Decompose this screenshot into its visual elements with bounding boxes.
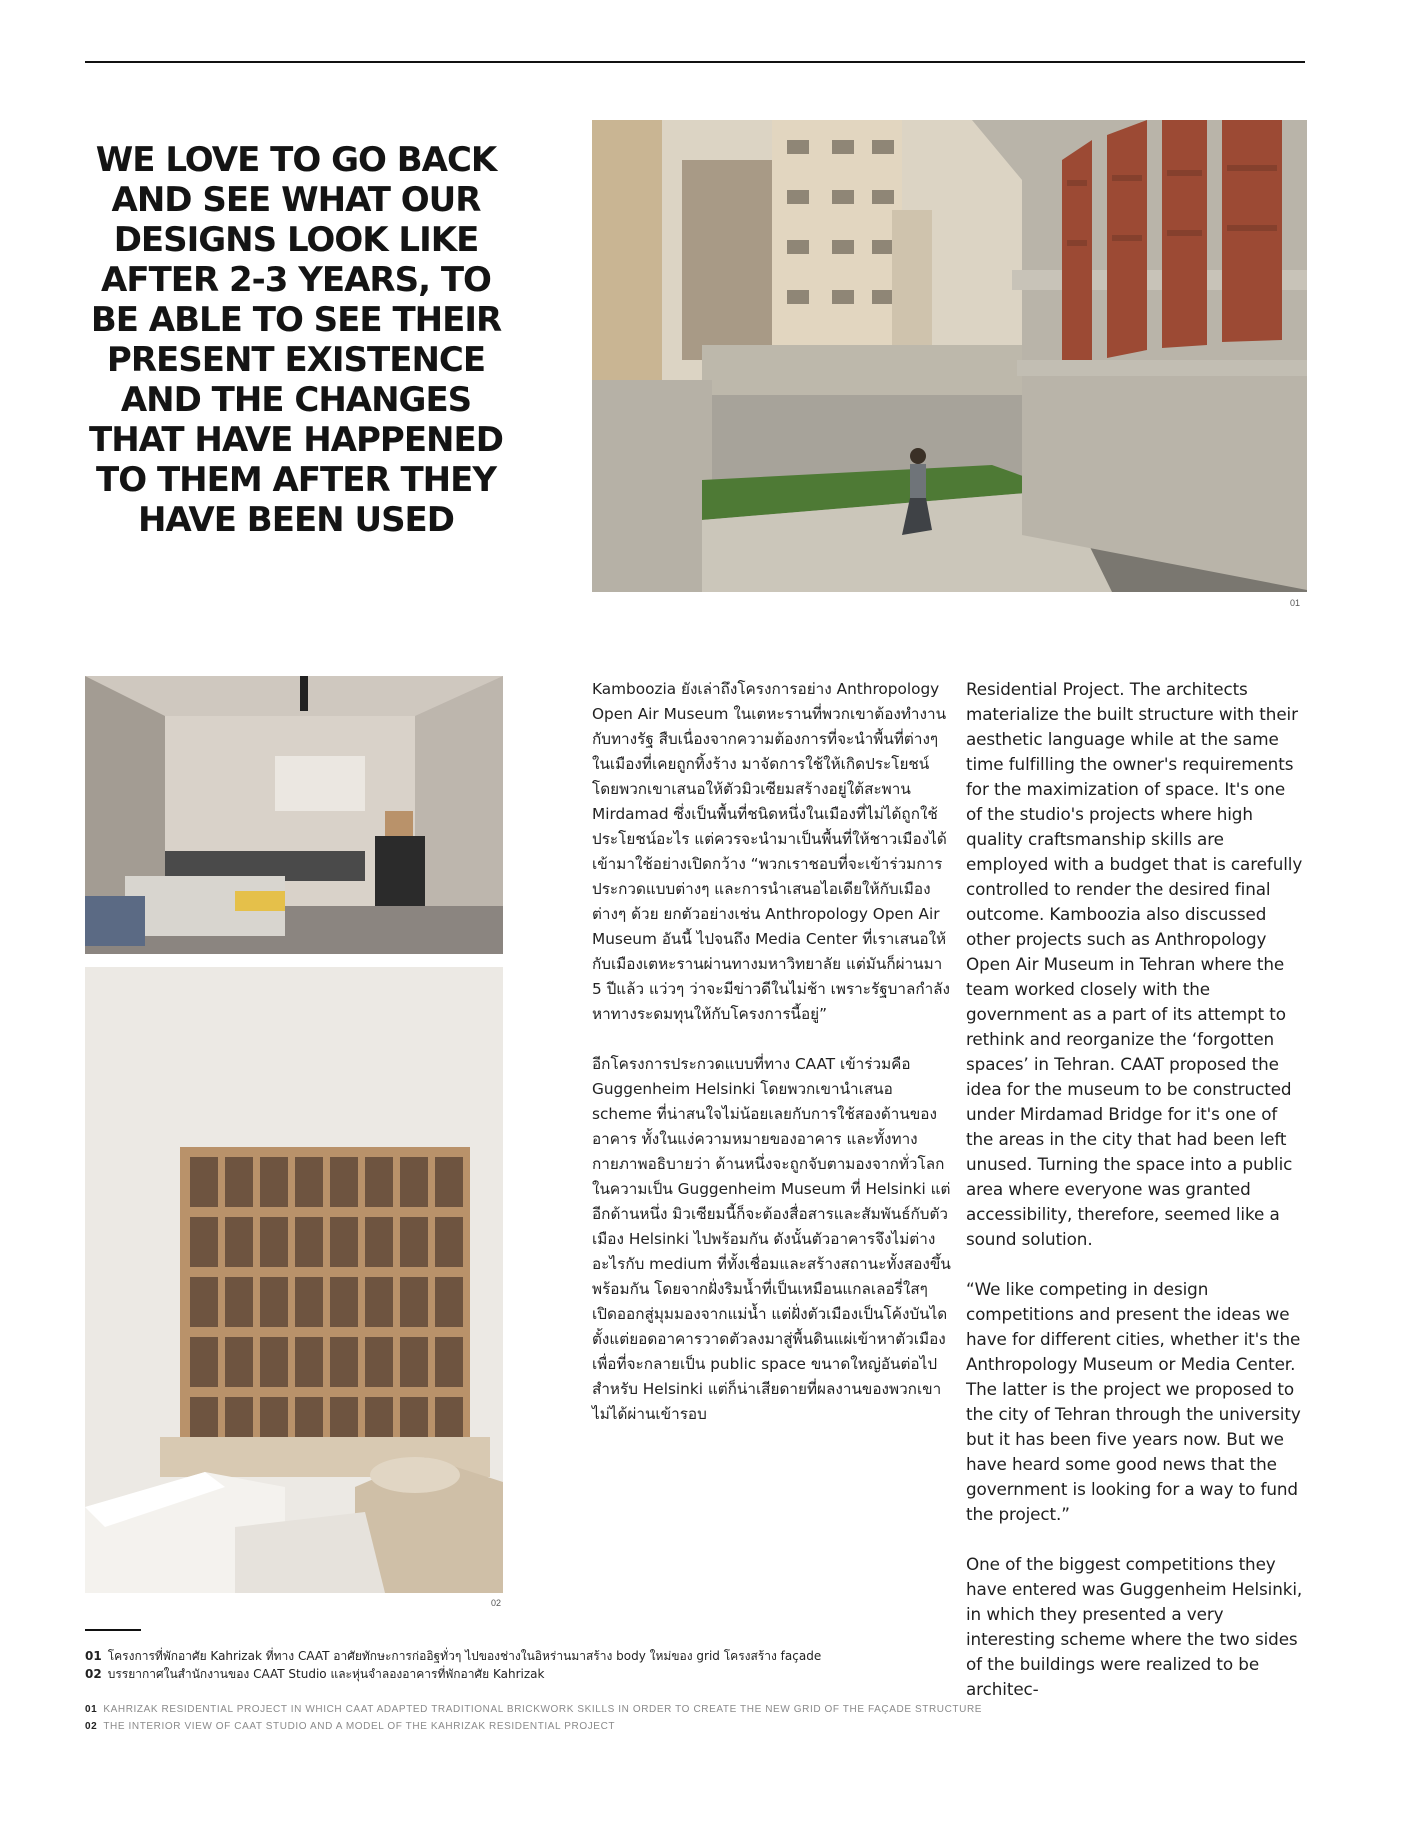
caption-english-01 xyxy=(85,1701,985,1718)
photo-01 xyxy=(592,120,1307,592)
caption-number: 02 xyxy=(85,1721,98,1732)
english-paragraph-1: Residential Project. The architects materialize the built structure with their aesthetic language while at the same time fulfilling the owner's requirements for the maximization of space. It's one of the studio's projects where high quality craftsmanship skills are employed with a budget that is carefully controlled to render the desired final outcome. Kamboozia also discussed other projects such as Anthropology Open Air Museum in Tehran where the team worked closely with the government as a part of its attempt to rethink and reorganize the ‘forgotten spaces’ in Tehran. CAAT proposed the idea for the museum to be constructed under Mirdamad Bridge for it's one of the areas in the city that had been left unused. Turning the space into a public area where everyone was granted accessibility, therefore, seemed like a sound solution. xyxy=(966,679,1303,1249)
caption-text: THE INTERIOR VIEW OF CAAT STUDIO AND A MODEL OF THE KAHRIZAK RESIDENTIAL PROJECT xyxy=(103,1721,616,1732)
body-column-thai xyxy=(592,677,954,1452)
captions-english xyxy=(85,1701,985,1735)
studio-interior-illustration xyxy=(85,676,503,954)
figure-number-02: 02 xyxy=(491,1598,502,1608)
model-illustration xyxy=(85,967,503,1593)
captions-thai xyxy=(85,1647,985,1683)
caption-text: บรรยากาศในสำนักงานของ CAAT Studio และหุ่นจำลองอาคารที่พักอาศัย Kahrizak xyxy=(107,1667,545,1681)
caption-number: 01 xyxy=(85,1649,102,1663)
caption-thai-01 xyxy=(85,1647,985,1665)
photo-02-studio-interior xyxy=(85,676,503,954)
figure-number-01: 01 xyxy=(1290,598,1301,608)
thai-paragraph-1: Kamboozia ยังเล่าถึงโครงการอย่าง Anthropology Open Air Museum ในเตหะรานที่พวกเขาต้องทำงานกับทางรัฐ สืบเนื่องจากความต้องการที่จะนำพื้นที่ต่างๆ ในเมืองที่เคยถูกทิ้งร้าง มาจัดการใช้ให้เกิดประโยชน์โดยพวกเขาเสนอให้ตัวมิวเซียมสร้างอยู่ใต้สะพาน Mirdamad ซึ่งเป็นพื้นที่ชนิดหนึ่งในเมืองที่ไม่ได้ถูกใช้ประโยชน์อะไร แต่ควรจะนำมาเป็นพื้นที่ให้ชาวเมืองได้เข้ามาใช้อย่างเปิดกว้าง “พวกเราชอบที่จะเข้าร่วมการประกวดแบบต่างๆ และการนำเสนอไอเดียให้กับเมืองต่างๆ ด้วย ยกตัวอย่างเช่น Anthropology Open Air Museum อันนี้ ไปจนถึง Media Center ที่เราเสนอให้กับเมืองเตหะรานผ่านทางมหาวิทยาลัย แต่มันก็ผ่านมา 5 ปีแล้ว แว่วๆ ว่าจะมีข่าวดีในไม่ช้า เพราะรัฐบาลกำลังหาทางระดมทุนให้กับโครงการนี้อยู่” xyxy=(592,680,951,1023)
thai-paragraph-2: อีกโครงการประกวดแบบที่ทาง CAAT เข้าร่วมคือ Guggenheim Helsinki โดยพวกเขานำเสนอ scheme ที่น่าสนใจไม่น้อยเลยกับการใช้สองด้านของอาคาร ทั้งในแง่ความหมายของอาคาร และทั้งทางกายภาพอธิบายว่า ด้านหนึ่งจะถูกจับตามองจากทั่วโลกในความเป็น Guggenheim Museum ที่ Helsinki แต่อีกด้านหนึ่ง มิวเซียมนี้ก็จะต้องสื่อสารและสัมพันธ์กับตัวเมือง Helsinki ไปพร้อมกัน ดังนั้นตัวอาคารจึงไม่ต่างอะไรกับ medium ที่ทั้งเชื่อมและสร้างสถานะทั้งสองขึ้นพร้อมกัน โดยจากฝั่งริมน้ำที่เป็นเหมือนแกลเลอรี่ใสๆ เปิดออกสู่มุมมองจากแม่น้ำ แต่ฝั่งตัวเมืองเป็นโค้งบันไดตั้งแต่ยอดอาคารวาดตัวลงมาสู่พื้นดินแผ่เข้าหาตัวเมืองเพื่อที่จะกลายเป็น public space ขนาดใหญ่อันต่อไปสำหรับ Helsinki แต่ก็น่าเสียดายที่ผลงานของพวกเขาไม่ได้ผ่านเข้ารอบ xyxy=(592,1055,951,1423)
english-paragraph-3: One of the biggest competitions they have entered was Guggenheim Helsinki, in which they presented a very interesting scheme where the two sides of the buildings were realized to be architec- xyxy=(966,1554,1303,1699)
english-paragraph-2: “We like competing in design competitions and present the ideas we have for different cities, whether it's the Anthropology Museum or Media Center. The latter is the project we proposed to the city of Tehran through the university but it has been five years now. But we have heard some good news that the government is looking for a way to fund the project.” xyxy=(966,1279,1301,1524)
body-column-english xyxy=(966,677,1306,1727)
courtyard-photo-illustration xyxy=(592,120,1307,592)
caption-thai-02 xyxy=(85,1665,985,1683)
caption-number: 02 xyxy=(85,1667,102,1681)
caption-english-02 xyxy=(85,1718,985,1735)
photo-02-model xyxy=(85,967,503,1593)
pull-quote: WE LOVE TO GO BACK AND SEE WHAT OUR DESIGNS LOOK LIKE AFTER 2-3 YEARS, TO BE ABLE TO SEE THEIR PRESENT EXISTENCE AND THE CHANGES THAT HAVE HAPPENED TO THEM AFTER THEY HAVE BEEN USED xyxy=(89,140,503,540)
caption-text: โครงการที่พักอาศัย Kahrizak ที่ทาง CAAT อาศัยทักษะการก่ออิฐทั่วๆ ไปของช่างในอิหร่านมาสร้าง body ใหม่ของ grid โครงสร้าง façade xyxy=(107,1649,822,1663)
caption-rule xyxy=(85,1629,141,1631)
caption-text: KAHRIZAK RESIDENTIAL PROJECT IN WHICH CAAT ADAPTED TRADITIONAL BRICKWORK SKILLS IN ORDER TO CREATE THE NEW GRID OF THE FAÇADE STRUCTURE xyxy=(103,1704,983,1715)
caption-number: 01 xyxy=(85,1704,98,1715)
top-rule xyxy=(85,61,1305,63)
